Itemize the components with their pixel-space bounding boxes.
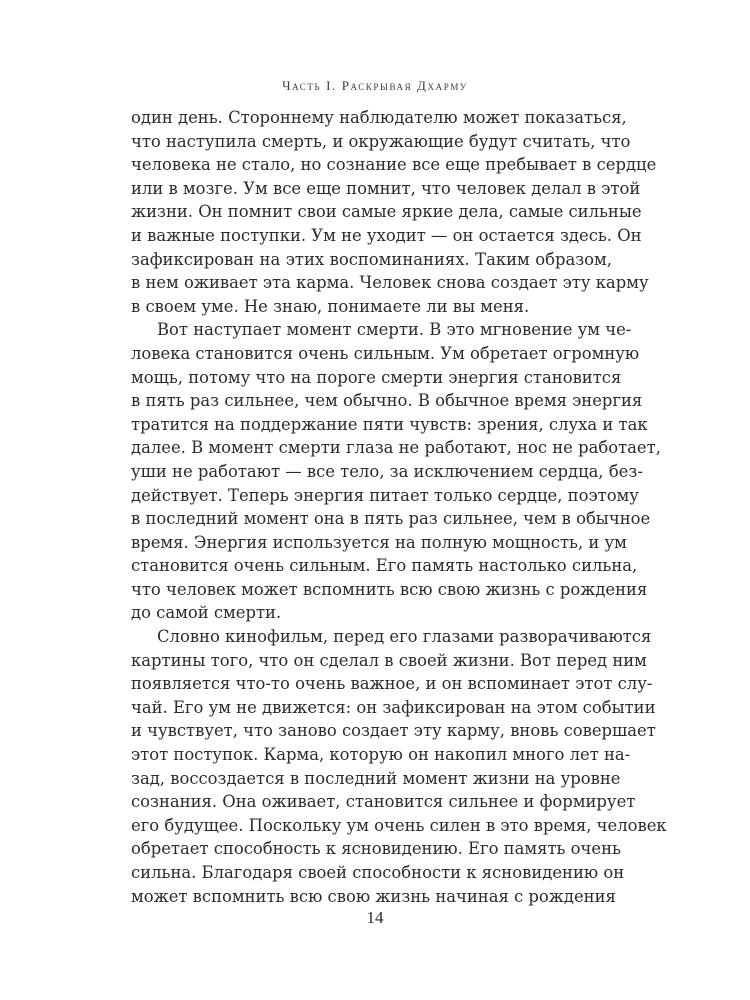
text-line: сознания. Она оживает, становится сильнее и формирует	[131, 792, 636, 812]
body-text	[131, 106, 667, 908]
text-line: становится очень сильным. Его память настолько сильна,	[131, 556, 638, 576]
text-line: действует. Теперь энергия питает только сердце, поэтому	[131, 485, 639, 505]
text-line: что человек может вспомнить всю свою жизнь с рождения	[131, 579, 648, 599]
text-line: что наступила смерть, и окружающие будут считать, что	[131, 131, 631, 151]
text-line: появляется что-то очень важное, и он вспоминает этот слу-	[131, 674, 653, 694]
text-line: далее. В момент смерти глаза не работают, нос не работает,	[131, 438, 661, 458]
text-line: Словно кинофильм, перед его глазами разворачиваются	[157, 627, 652, 647]
text-line: уши не работают — все тело, за исключением сердца, без-	[131, 461, 643, 481]
text-line: один день. Стороннему наблюдателю может показаться,	[131, 108, 627, 127]
text-line: тратится на поддержание пяти чувств: зрения, слуха и так	[131, 414, 648, 434]
text-line: время. Энергия используется на полную мощность, и ум	[131, 532, 627, 552]
text-line: в пять раз сильнее, чем обычно. В обычное время энергия	[131, 391, 643, 411]
text-line: мощь, потому что на пороге смерти энергия становится	[131, 367, 622, 387]
paragraph-3	[131, 625, 667, 908]
text-line: в нем оживает эта карма. Человек снова создает эту карму	[131, 273, 649, 293]
text-line: чай. Его ум не движется: он зафиксирован на этом событии	[131, 697, 656, 717]
text-line: в последний момент она в пять раз сильнее, чем в обычное	[131, 509, 651, 529]
text-line: или в мозге. Ум все еще помнит, что человек делал в этой	[131, 178, 641, 198]
text-line: ловека становится очень сильным. Ум обретает огромную	[131, 343, 640, 363]
text-line: его будущее. Поскольку ум очень силен в это время, человек	[131, 815, 667, 835]
text-line: может вспомнить всю свою жизнь начиная с рождения	[131, 886, 616, 906]
text-line: картины того, что он сделал в своей жизни. Вот перед ним	[131, 650, 647, 670]
text-line: и важные поступки. Ум не уходит — он остается здесь. Он	[131, 225, 642, 245]
paragraph-2	[131, 318, 661, 625]
text-line: до самой смерти.	[131, 603, 282, 623]
text-line: Вот наступает момент смерти. В это мгновение ум че-	[157, 320, 632, 340]
text-line: обретает способность к ясновидению. Его память очень	[131, 839, 621, 859]
paragraph-1	[131, 106, 657, 318]
text-line: зафиксирован на этих воспоминаниях. Таким образом,	[131, 249, 612, 269]
text-line: в своем уме. Не знаю, понимаете ли вы меня.	[131, 296, 530, 316]
running-head: Часть I. Раскрывая Дхарму	[282, 78, 468, 93]
text-line: этот поступок. Карма, которую он накопил много лет на-	[131, 745, 631, 765]
text-line: сильна. Благодаря своей способности к ясновидению он	[131, 863, 625, 882]
text-line: жизни. Он помнит свои самые яркие дела, самые сильные	[131, 202, 642, 222]
page-number: 14	[366, 908, 384, 927]
text-line: и чувствует, что заново создает эту карму, вновь совершает	[131, 721, 656, 741]
text-line: человека не стало, но сознание все еще пребывает в сердце	[131, 155, 657, 175]
text-line: зад, воссоздается в последний момент жизни на уровне	[131, 768, 621, 788]
